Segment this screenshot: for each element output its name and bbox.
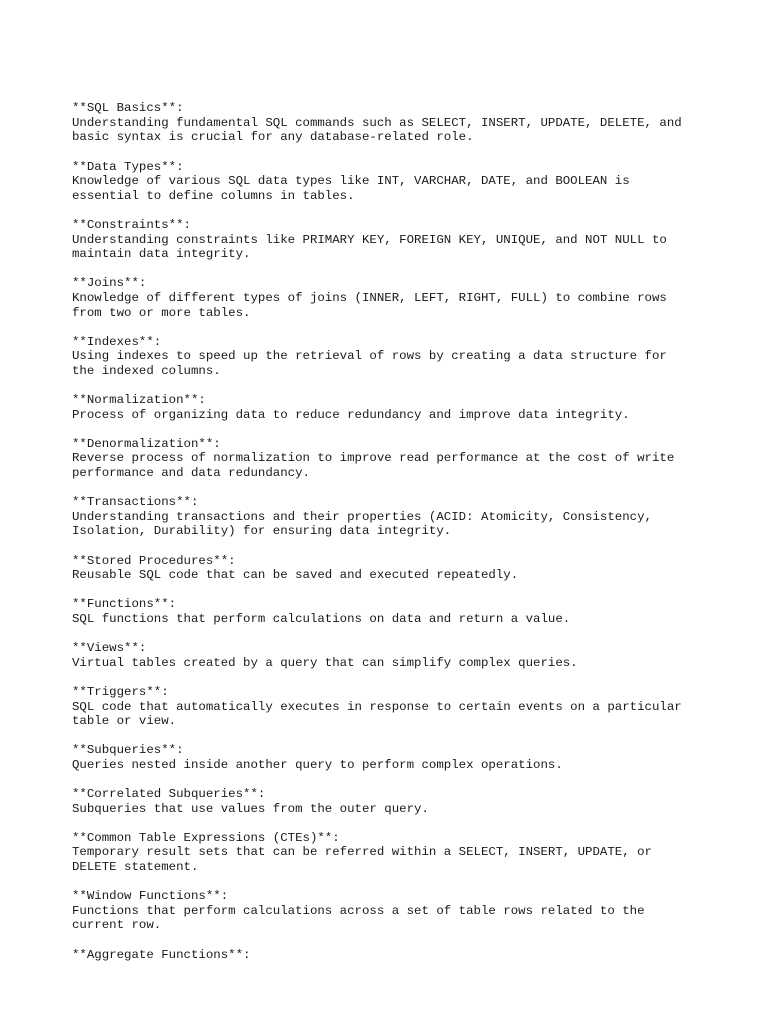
entry-description-line: essential to define columns in tables. <box>72 188 355 203</box>
entry-description-line: Knowledge of various SQL data types like INT, VARCHAR, DATE, and BOOLEAN is <box>72 174 630 189</box>
list-item <box>72 335 712 379</box>
entry-description-line: table or view. <box>72 714 177 729</box>
entry-heading: **Normalization**: <box>72 393 206 408</box>
entry-heading: **Stored Procedures**: <box>72 553 236 568</box>
entry-description-line: performance and data redundancy. <box>72 466 310 481</box>
list-item <box>72 218 712 262</box>
entry-heading: **Common Table Expressions (CTEs)**: <box>72 830 340 845</box>
entry-heading: **Aggregate Functions**: <box>72 947 251 962</box>
entry-heading: **Triggers**: <box>72 684 169 699</box>
entry-heading: **Views**: <box>72 641 147 656</box>
entry-heading: **Window Functions**: <box>72 889 229 904</box>
list-item <box>72 889 712 933</box>
list-item <box>72 160 712 204</box>
entry-heading: **Correlated Subqueries**: <box>72 787 266 802</box>
list-item <box>72 831 712 875</box>
list-item <box>72 495 712 539</box>
entry-description-line: Understanding transactions and their properties (ACID: Atomicity, Consistency, <box>72 509 652 524</box>
list-item <box>72 393 712 422</box>
entry-description-line: SQL code that automatically executes in response to certain events on a particular <box>72 699 682 714</box>
entry-description-line: from two or more tables. <box>72 305 251 320</box>
entry-description-line: Understanding fundamental SQL commands such as SELECT, INSERT, UPDATE, DELETE, and <box>72 115 682 130</box>
entry-description-line: current row. <box>72 918 162 933</box>
entry-description-line: Understanding constraints like PRIMARY KEY, FOREIGN KEY, UNIQUE, and NOT NULL to <box>72 232 667 247</box>
entry-heading: **SQL Basics**: <box>72 101 184 116</box>
entry-description-line: SQL functions that perform calculations on data and return a value. <box>72 611 571 626</box>
entry-description-line: the indexed columns. <box>72 363 221 378</box>
list-item <box>72 554 712 583</box>
entry-description-line: Using indexes to speed up the retrieval of rows by creating a data structure for <box>72 349 667 364</box>
list-item <box>72 437 712 481</box>
entry-description-line: Subqueries that use values from the outer query. <box>72 801 429 816</box>
list-item <box>72 641 712 670</box>
entry-description-line: Virtual tables created by a query that can simplify complex queries. <box>72 655 578 670</box>
document-page <box>72 72 712 991</box>
entry-heading: **Denormalization**: <box>72 436 221 451</box>
entry-description-line: Functions that perform calculations across a set of table rows related to the <box>72 903 645 918</box>
entry-description-line: Knowledge of different types of joins (INNER, LEFT, RIGHT, FULL) to combine rows <box>72 290 667 305</box>
entry-heading: **Constraints**: <box>72 217 191 232</box>
entry-list <box>72 101 712 962</box>
entry-description-line: basic syntax is crucial for any database-related role. <box>72 130 474 145</box>
list-item <box>72 685 712 729</box>
list-item <box>72 101 712 145</box>
entry-heading: **Transactions**: <box>72 495 199 510</box>
entry-description-line: Reusable SQL code that can be saved and executed repeatedly. <box>72 568 519 583</box>
entry-heading: **Joins**: <box>72 276 147 291</box>
entry-description-line: Temporary result sets that can be referred within a SELECT, INSERT, UPDATE, or <box>72 845 652 860</box>
entry-description-line: Isolation, Durability) for ensuring data integrity. <box>72 524 452 539</box>
list-item <box>72 276 712 320</box>
list-item <box>72 743 712 772</box>
entry-heading: **Indexes**: <box>72 334 162 349</box>
entry-heading: **Data Types**: <box>72 159 184 174</box>
entry-description-line: Reverse process of normalization to improve read performance at the cost of write <box>72 451 675 466</box>
list-item <box>72 948 712 963</box>
entry-heading: **Subqueries**: <box>72 743 184 758</box>
entry-description-line: Queries nested inside another query to perform complex operations. <box>72 757 563 772</box>
entry-description-line: DELETE statement. <box>72 860 199 875</box>
list-item <box>72 597 712 626</box>
entry-description-line: maintain data integrity. <box>72 247 251 262</box>
entry-heading: **Functions**: <box>72 597 177 612</box>
list-item <box>72 787 712 816</box>
entry-description-line: Process of organizing data to reduce redundancy and improve data integrity. <box>72 407 630 422</box>
